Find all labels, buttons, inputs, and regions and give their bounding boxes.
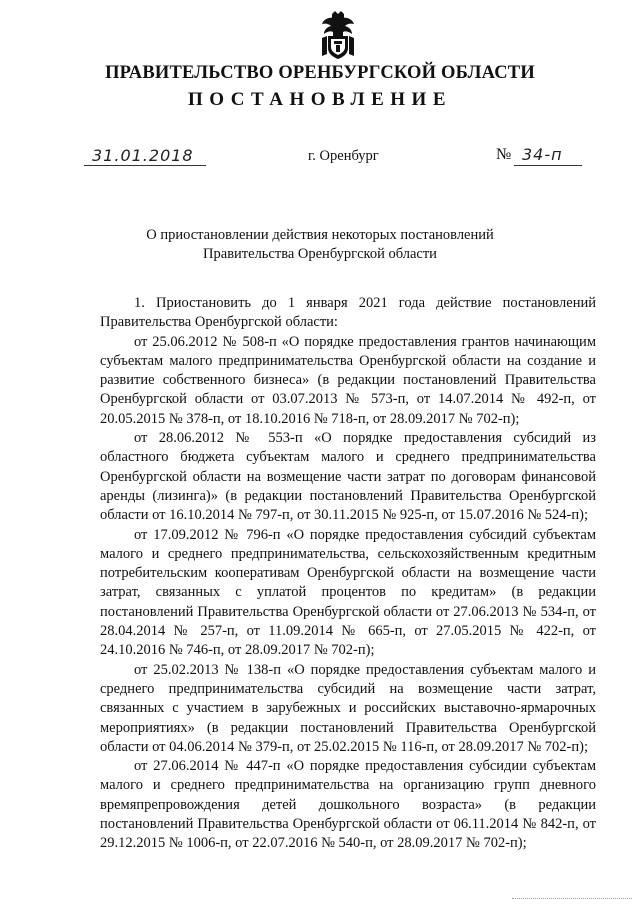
document-subject	[120, 226, 520, 264]
number-label: №	[496, 146, 512, 163]
paragraph-3: от 28.06.2012 № 553-п «О порядке предоставления субсидий из областного бюджета субъектам малого и среднего предпринимательства Оренбургской области на возмещение части затрат по договорам финансовой аренды (лизинга)» (в редакции постановлений Правительства Оренбургской области от 16.10.2014 № 797-п, от 30.11.2015 № 925-п, от 15.07.2016 № 524-п);	[100, 430, 596, 524]
document-date: 31.01.2018	[92, 146, 194, 165]
page-edge-mark	[512, 898, 632, 899]
paragraph-1: 1. Приостановить до 1 января 2021 года действие постановлений Правительства Оренбургской области:	[100, 295, 596, 331]
paragraph-6: от 27.06.2014 № 447-п «О порядке предоставления субсидии субъектам малого и среднего предпринимательства на организацию групп дневного времяпрепровождения детей дошкольного возраста» (в редакции постановлений Правительства Оренбургской области от 06.11.2014 № 842-п, от 29.12.2015 № 1006-п, от 22.07.2016 № 540-п, от 28.09.2017 № 702-п);	[100, 758, 596, 852]
government-name: ПРАВИТЕЛЬСТВО ОРЕНБУРГСКОЙ ОБЛАСТИ	[105, 63, 535, 83]
document-body	[100, 294, 596, 854]
date-underline	[84, 165, 206, 166]
document-city: г. Оренбург	[308, 148, 379, 164]
number-underline	[514, 165, 582, 166]
document-number: 34-п	[522, 145, 563, 164]
document-type: ПОСТАНОВЛЕНИЕ	[187, 89, 453, 110]
coat-of-arms-icon	[318, 10, 358, 60]
subject-line-1: О приостановлении действия некоторых постановлений	[146, 227, 494, 243]
paragraph-4: от 17.09.2012 № 796-п «О порядке предоставления субсидий субъектам малого и среднего предпринимательства, сельскохозяйственным кредитным потребительским кооперативам Оренбургской области на возмещение части затрат, связанных с уплатой процентов по кредитам» (в редакции постановлений Правительства Оренбургской области от 27.06.2013 № 534-п, от 28.04.2014 № 257-п, от 11.09.2014 № 665-п, от 27.05.2015 № 422-п, от 24.10.2016 № 746-п, от 28.09.2017 № 702-п);	[100, 526, 596, 659]
paragraph-2: от 25.06.2012 № 508-п «О порядке предоставления грантов начинающим субъектам малого предпринимательства Оренбургской области на создание и развитие собственного бизнеса» (в редакции постановлений Правительства Оренбургской области от 03.07.2013 № 573-п, от 14.07.2014 № 492-п, от 20.05.2015 № 378-п, от 18.10.2016 № 718-п, от 28.09.2017 № 702-п);	[100, 333, 596, 427]
paragraph-5: от 25.02.2013 № 138-п «О порядке предоставления субъектам малого и среднего предпринимательства субсидий на возмещение части затрат, связанных с участием в зарубежных и российских выставочно-ярмарочных мероприятиях» (в редакции постановлений Правительства Оренбургской области от 04.06.2014 № 379-п, от 25.02.2015 № 116-п, от 28.09.2017 № 702-п);	[100, 661, 596, 755]
subject-line-2: Правительства Оренбургской области	[203, 246, 437, 262]
